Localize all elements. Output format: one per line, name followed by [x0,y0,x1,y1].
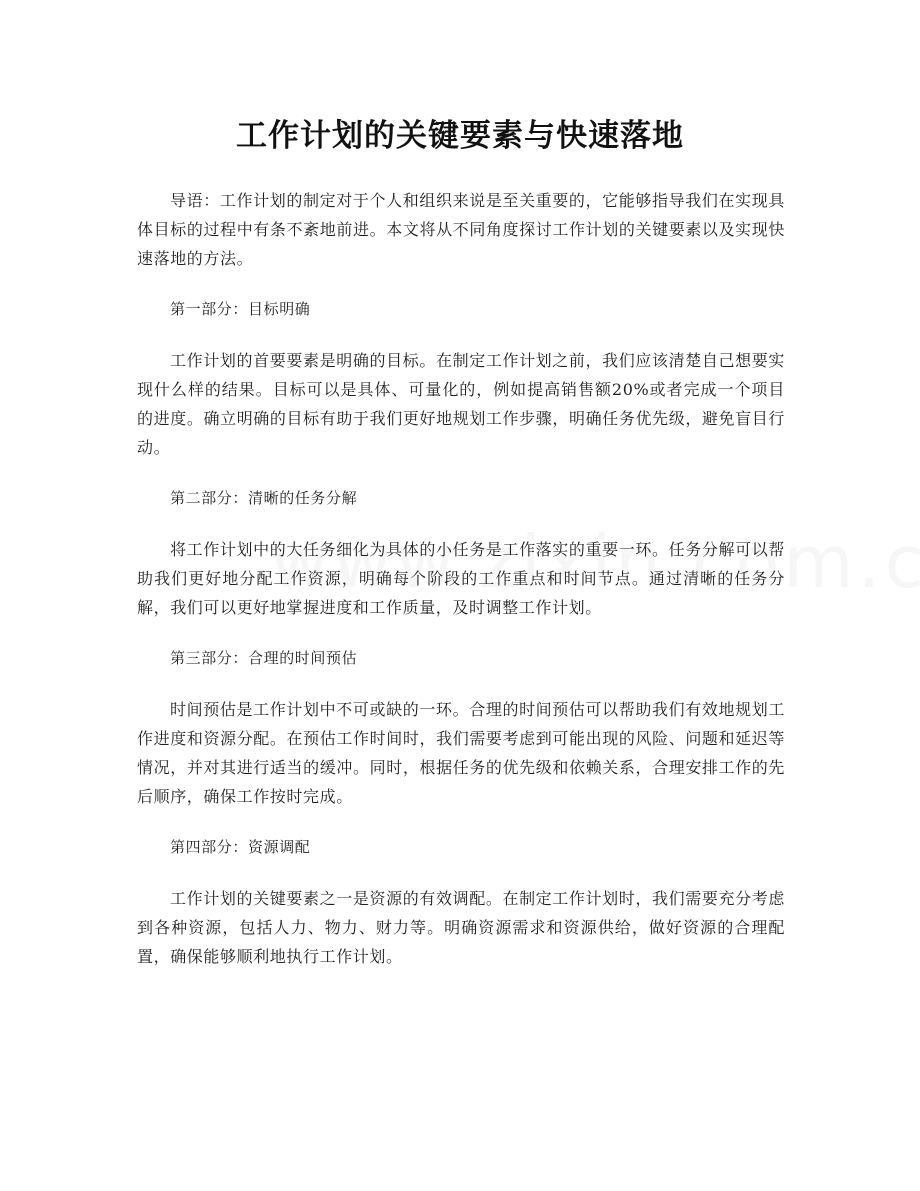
section-heading-4: 第四部分：资源调配 [170,838,311,856]
intro-paragraph: 导语：工作计划的制定对于个人和组织来说是至关重要的，它能够指导我们在实现具体目标的过程中有条不紊地前进。本文将从不同角度探讨工作计划的关键要素以及实现快速落地的方法。 [137,191,785,268]
section-heading-3: 第三部分：合理的时间预估 [170,649,358,667]
section-body-3: 时间预估是工作计划中不可或缺的一环。合理的时间预估可以帮助我们有效地规划工作进度和资源分配。在预估工作时间时，我们需要考虑到可能出现的风险、问题和延迟等情况，并对其进行适当的缓冲。同时，根据任务的优先级和依赖关系，合理安排工作的先后顺序，确保工作按时完成。 [137,700,785,806]
document-body [137,186,785,971]
section-body-2: 将工作计划中的大任务细化为具体的小任务是工作落实的重要一环。任务分解可以帮助我们更好地分配工作资源，明确每个阶段的工作重点和时间节点。通过清晰的任务分解，我们可以更好地掌握进度和工作质量，及时调整工作计划。 [137,540,785,617]
section-body-1: 工作计划的首要要素是明确的目标。在制定工作计划之前，我们应该清楚自己想要实现什么样的结果。目标可以是具体、可量化的，例如提高销售额20%或者完成一个项目的进度。确立明确的目标有助于我们更好地规划工作步骤，明确任务优先级，避免盲目行动。 [137,351,785,457]
section-heading-2: 第二部分：清晰的任务分解 [170,489,358,507]
section-body-4: 工作计划的关键要素之一是资源的有效调配。在制定工作计划时，我们需要充分考虑到各种资源，包括人力、物力、财力等。明确资源需求和资源供给，做好资源的合理配置，确保能够顺利地执行工作计划。 [137,889,785,966]
section-heading-1: 第一部分：目标明确 [170,300,311,318]
document-title: 工作计划的关键要素与快速落地 [236,118,684,154]
